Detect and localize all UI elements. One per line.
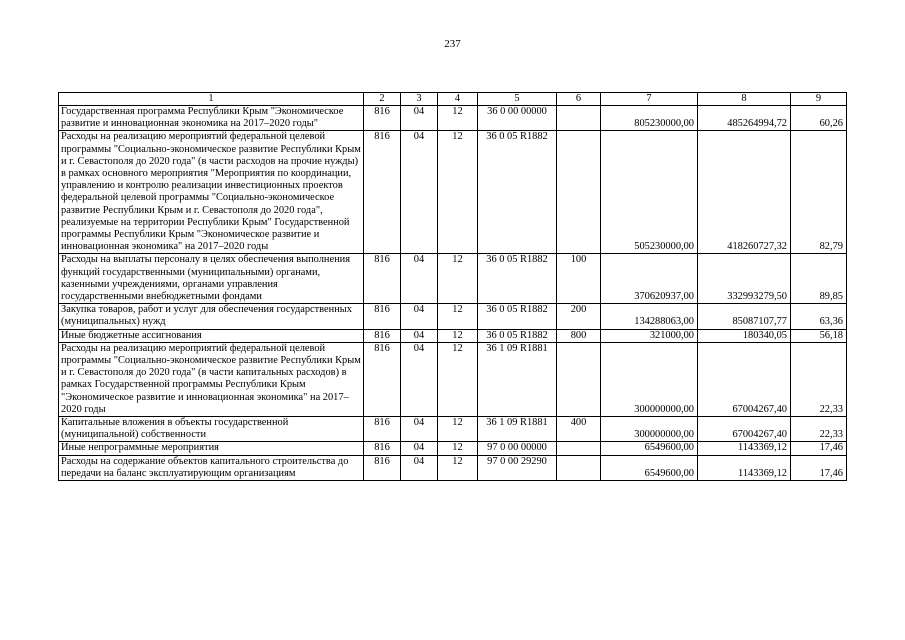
header-cell-2: 2 [364,93,401,106]
row-fact: 67004267,40 [698,342,791,416]
row-ved: 816 [364,417,401,442]
row-pct: 63,36 [791,304,847,329]
row-pct: 89,85 [791,254,847,304]
row-fact: 1143369,12 [698,455,791,480]
row-name: Иные бюджетные ассигнования [59,329,364,342]
row-plan: 300000000,00 [601,417,698,442]
row-pct: 17,46 [791,442,847,455]
table-row [59,131,847,254]
row-fact: 332993279,50 [698,254,791,304]
row-name: Капитальные вложения в объекты государственной (муниципальной) собственности [59,417,364,442]
row-fact: 180340,05 [698,329,791,342]
table-row [59,329,847,342]
row-vr: 100 [557,254,601,304]
row-vr [557,106,601,131]
row-csr: 36 1 09 R1881 [478,342,557,416]
row-fact: 67004267,40 [698,417,791,442]
row-fact: 485264994,72 [698,106,791,131]
row-ved: 816 [364,131,401,254]
budget-table [58,92,847,481]
page-number: 237 [444,38,461,50]
row-name: Расходы на выплаты персоналу в целях обеспечения выполнения функций государственными (муниципальными) органами, казенными учреждениями, органами управления государственными внебюджетными фондами [59,254,364,304]
table-row [59,304,847,329]
row-vr: 800 [557,329,601,342]
row-rz: 04 [401,342,438,416]
row-pct: 17,46 [791,455,847,480]
row-pct: 60,26 [791,106,847,131]
row-pct: 56,18 [791,329,847,342]
row-pr: 12 [438,342,478,416]
row-pr: 12 [438,442,478,455]
row-ved: 816 [364,329,401,342]
header-cell-6: 6 [557,93,601,106]
row-pr: 12 [438,254,478,304]
row-ved: 816 [364,254,401,304]
row-pr: 12 [438,417,478,442]
row-plan: 300000000,00 [601,342,698,416]
header-cell-3: 3 [401,93,438,106]
row-ved: 816 [364,304,401,329]
table-row [59,106,847,131]
header-cell-9: 9 [791,93,847,106]
row-pr: 12 [438,304,478,329]
row-pct: 22,33 [791,417,847,442]
row-vr [557,342,601,416]
row-name: Государственная программа Республики Крым "Экономическое развитие и инновационная экономика на 2017–2020 годы" [59,106,364,131]
header-cell-7: 7 [601,93,698,106]
row-rz: 04 [401,254,438,304]
table-row [59,417,847,442]
row-vr: 400 [557,417,601,442]
row-rz: 04 [401,417,438,442]
row-rz: 04 [401,106,438,131]
header-cell-8: 8 [698,93,791,106]
row-plan: 321000,00 [601,329,698,342]
table-row [59,254,847,304]
row-pr: 12 [438,455,478,480]
table-row [59,442,847,455]
row-csr: 36 0 05 R1882 [478,304,557,329]
row-fact: 85087107,77 [698,304,791,329]
row-plan: 805230000,00 [601,106,698,131]
row-csr: 97 0 00 29290 [478,455,557,480]
header-cell-1: 1 [59,93,364,106]
row-vr: 200 [557,304,601,329]
row-plan: 370620937,00 [601,254,698,304]
row-plan: 6549600,00 [601,455,698,480]
row-rz: 04 [401,304,438,329]
row-name: Расходы на содержание объектов капитального строительства до передачи на баланс эксплуатирующим организациям [59,455,364,480]
row-ved: 816 [364,106,401,131]
row-name: Закупка товаров, работ и услуг для обеспечения государственных (муниципальных) нужд [59,304,364,329]
row-name: Расходы на реализацию мероприятий федеральной целевой программы "Социально-экономическое развитие Республики Крым и г. Севастополя до 2020 года" (в части капитальных расходов) в рамках Государственной программы Республики Крым "Экономическое развитие и инновационная экономика" на 2017–2020 годы [59,342,364,416]
row-vr [557,131,601,254]
row-ved: 816 [364,342,401,416]
row-rz: 04 [401,131,438,254]
row-fact: 418260727,32 [698,131,791,254]
row-vr [557,455,601,480]
row-pr: 12 [438,329,478,342]
row-fact: 1143369,12 [698,442,791,455]
row-rz: 04 [401,329,438,342]
row-pct: 22,33 [791,342,847,416]
row-plan: 6549600,00 [601,442,698,455]
row-rz: 04 [401,455,438,480]
row-csr: 36 1 09 R1881 [478,417,557,442]
row-csr: 36 0 05 R1882 [478,131,557,254]
row-plan: 134288063,00 [601,304,698,329]
header-cell-5: 5 [478,93,557,106]
row-csr: 97 0 00 00000 [478,442,557,455]
row-csr: 36 0 05 R1882 [478,329,557,342]
row-plan: 505230000,00 [601,131,698,254]
row-pr: 12 [438,131,478,254]
header-cell-4: 4 [438,93,478,106]
row-csr: 36 0 00 00000 [478,106,557,131]
row-ved: 816 [364,455,401,480]
row-vr [557,442,601,455]
row-pct: 82,79 [791,131,847,254]
row-ved: 816 [364,442,401,455]
table-row [59,342,847,416]
row-name: Расходы на реализацию мероприятий федеральной целевой программы "Социально-экономическое развитие Республики Крым и г. Севастополя до 2020 года" (в части расходов на прочие нужды) в рамках основного мероприятия "Мероприятия по координации, управлению и контролю реализации инвестиционных проектов федеральной целевой программы "Социально-экономическое развитие Республики Крым и г. Севастополя до 2020 года", реализуемые на территории Республики Крым" Государственной программы Республики Крым "Экономическое развитие и инновационная экономика" на 2017–2020 годы [59,131,364,254]
header-row [59,93,847,106]
row-pr: 12 [438,106,478,131]
row-rz: 04 [401,442,438,455]
row-name: Иные непрограммные мероприятия [59,442,364,455]
row-csr: 36 0 05 R1882 [478,254,557,304]
table-row [59,455,847,480]
